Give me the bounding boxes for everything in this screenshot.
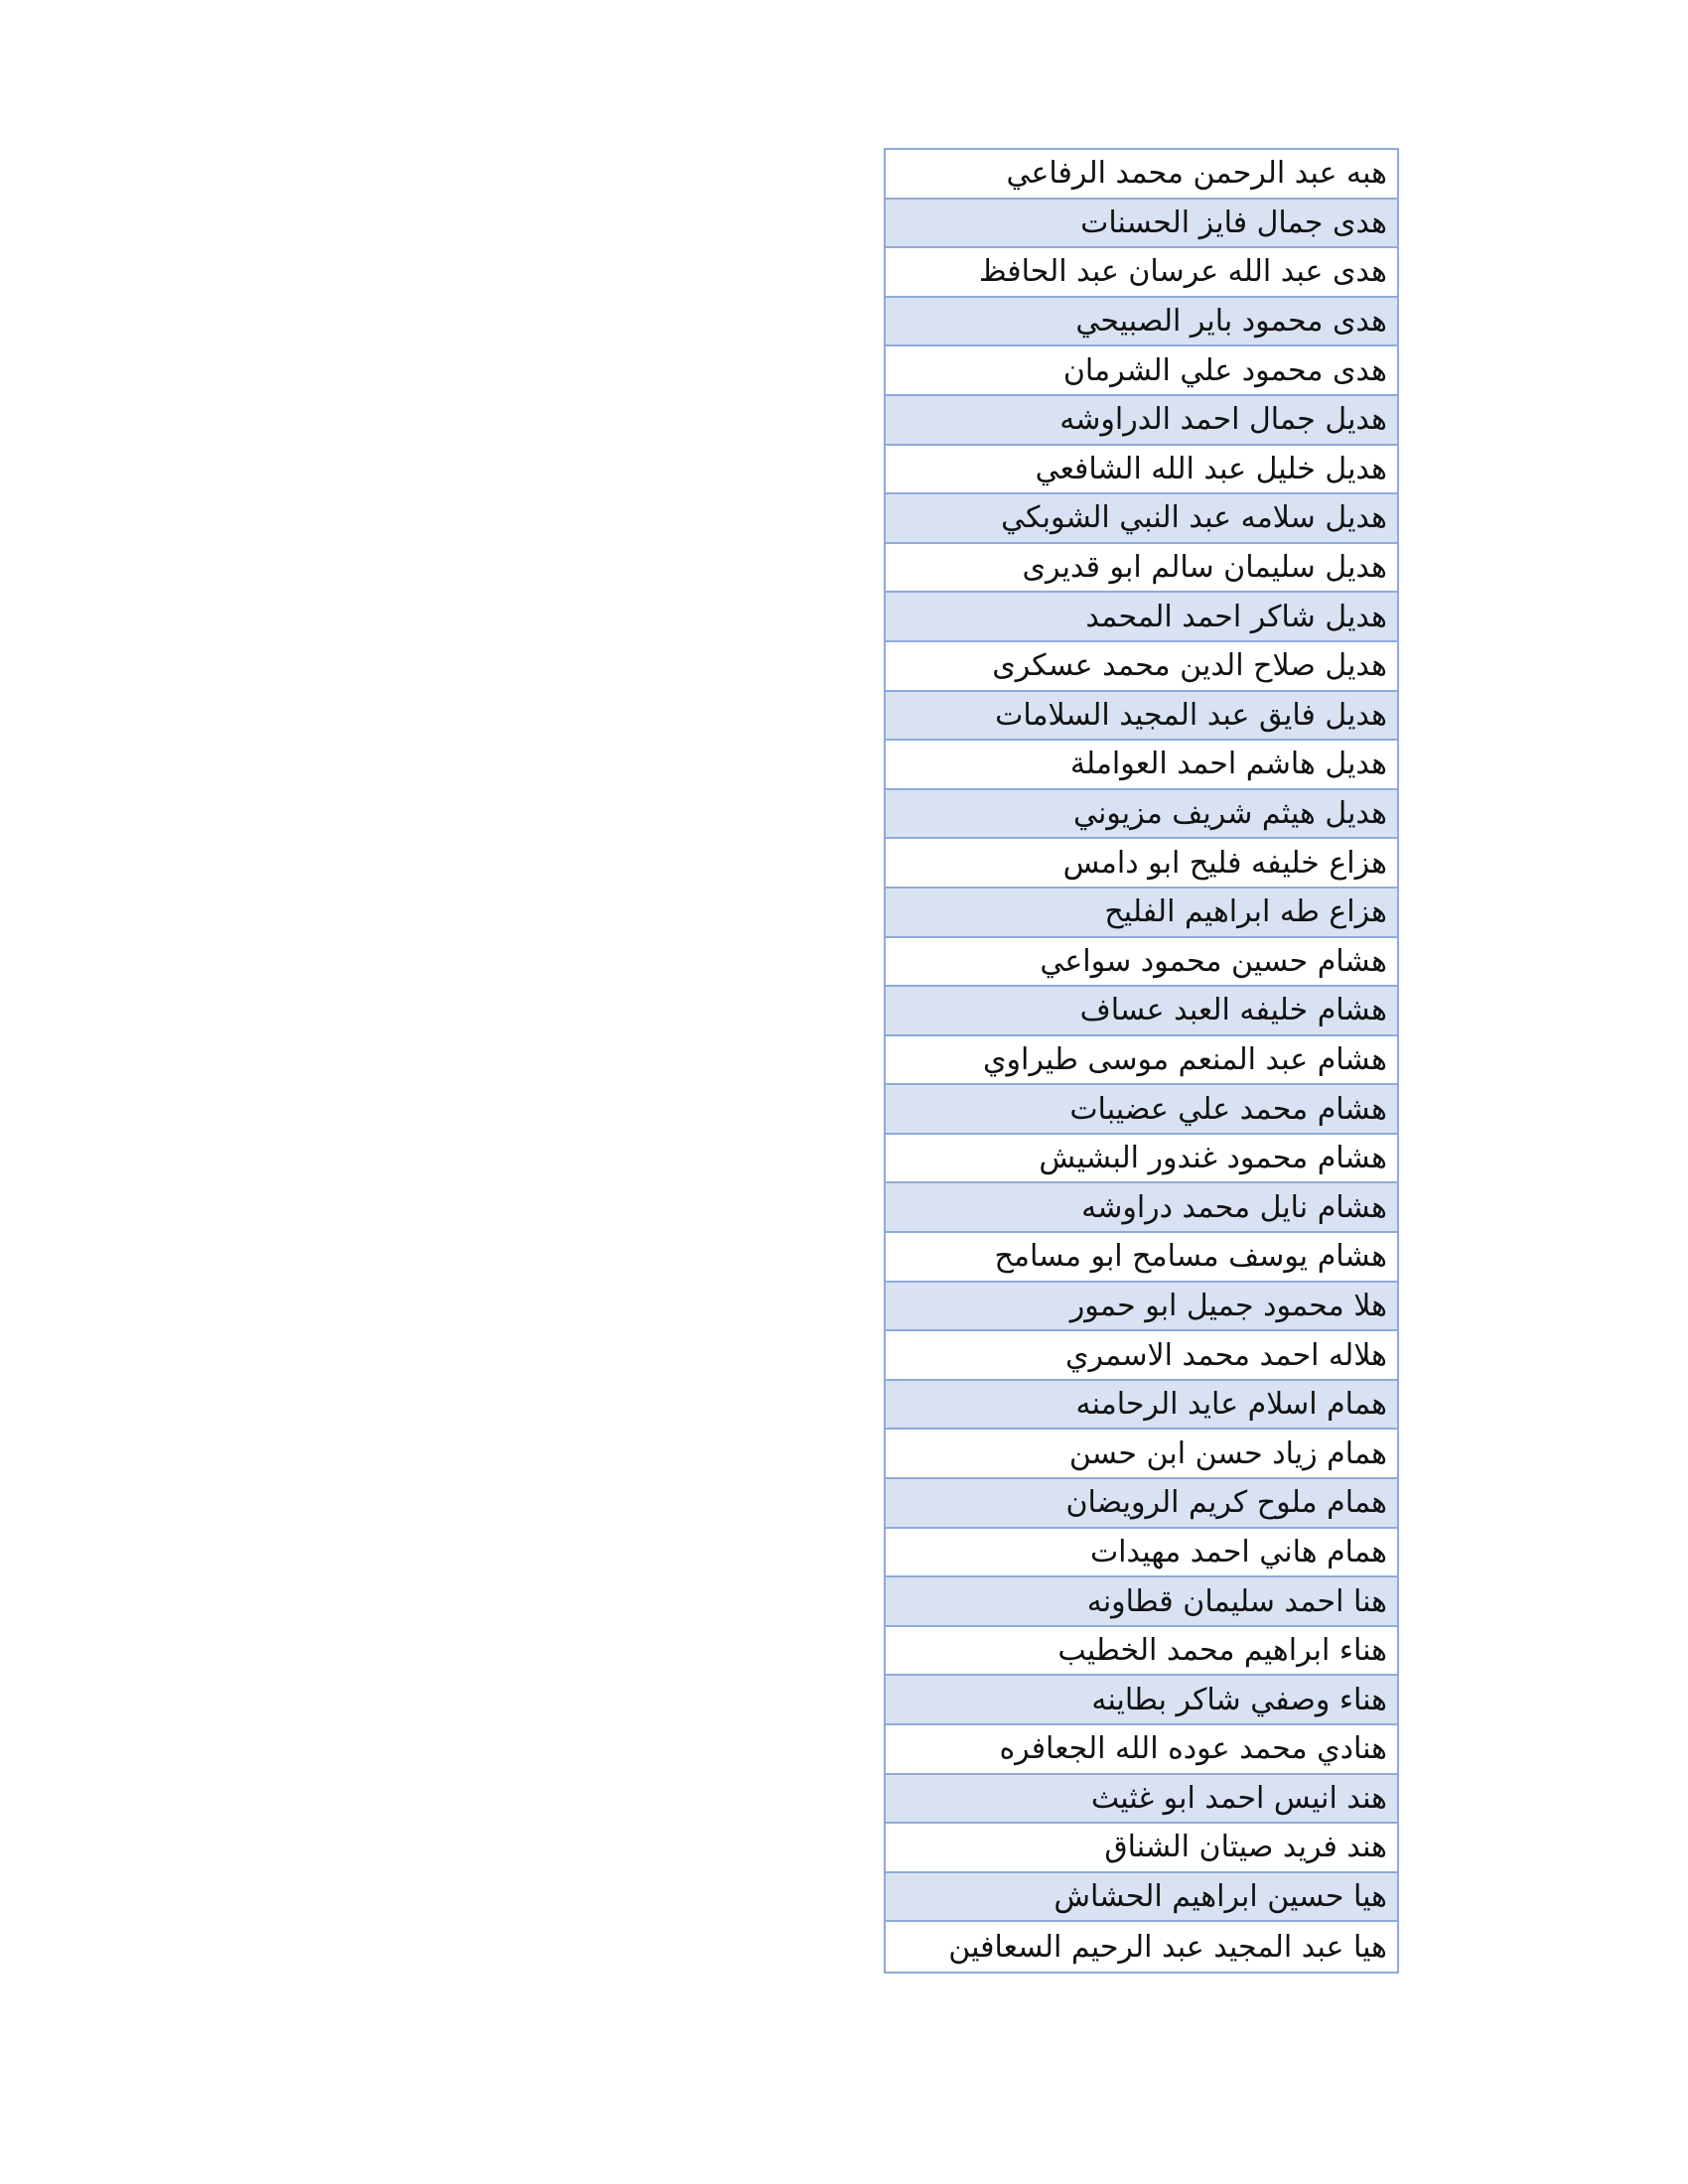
- table-row: هشام محمد علي عضيبات: [886, 1085, 1397, 1135]
- table-row: هشام محمود غندور البشيش: [886, 1135, 1397, 1184]
- table-row: همام هاني احمد مهيدات: [886, 1529, 1397, 1578]
- table-row: هديل خليل عبد الله الشافعي: [886, 446, 1397, 495]
- table-row: هند فريد صيتان الشناق: [886, 1824, 1397, 1873]
- table-row: هديل صلاح الدين محمد عسكرى: [886, 642, 1397, 692]
- table-row: هنادي محمد عوده الله الجعافره: [886, 1725, 1397, 1775]
- table-row: هديل شاكر احمد المحمد: [886, 593, 1397, 642]
- table-row: هدى محمود علي الشرمان: [886, 346, 1397, 396]
- table-row: هشام نايل محمد دراوشه: [886, 1183, 1397, 1233]
- table-row: هديل فايق عبد المجيد السلامات: [886, 692, 1397, 742]
- table-row: هنا احمد سليمان قطاونه: [886, 1577, 1397, 1627]
- table-row: هلا محمود جميل ابو حمور: [886, 1283, 1397, 1332]
- names-table: [884, 148, 1399, 1974]
- table-row: هناء ابراهيم محمد الخطيب: [886, 1627, 1397, 1677]
- table-row: هناء وصفي شاكر بطاينه: [886, 1676, 1397, 1725]
- table-row: هدى جمال فايز الحسنات: [886, 200, 1397, 249]
- table-row: همام اسلام عايد الرحامنه: [886, 1381, 1397, 1431]
- table-row: هديل هيثم شريف مزيوني: [886, 790, 1397, 840]
- table-row: هيا عبد المجيد عبد الرحيم السعافين: [886, 1922, 1397, 1972]
- table-row: همام زياد حسن ابن حسن: [886, 1430, 1397, 1479]
- table-row: هشام عبد المنعم موسى طيراوي: [886, 1036, 1397, 1086]
- table-row: هدى محمود باير الصبيحي: [886, 298, 1397, 347]
- table-row: هشام حسين محمود سواعي: [886, 938, 1397, 988]
- table-row: هدى عبد الله عرسان عبد الحافظ: [886, 248, 1397, 298]
- table-row: هشام خليفه العبد عساف: [886, 987, 1397, 1036]
- table-row: هديل سلامه عبد النبي الشوبكي: [886, 494, 1397, 544]
- table-row: هديل جمال احمد الدراوشه: [886, 396, 1397, 446]
- table-row: هزاع طه ابراهيم الفليح: [886, 888, 1397, 938]
- table-row: هديل سليمان سالم ابو قديرى: [886, 544, 1397, 594]
- table-row: هلاله احمد محمد الاسمري: [886, 1331, 1397, 1381]
- table-row: همام ملوح كريم الرويضان: [886, 1479, 1397, 1529]
- table-row: هند انيس احمد ابو غثيث: [886, 1775, 1397, 1825]
- table-row: هشام يوسف مسامح ابو مسامح: [886, 1233, 1397, 1283]
- table-row: هزاع خليفه فليح ابو دامس: [886, 839, 1397, 888]
- table-row: هبه عبد الرحمن محمد الرفاعي: [886, 150, 1397, 200]
- table-row: هيا حسين ابراهيم الحشاش: [886, 1873, 1397, 1923]
- table-row: هديل هاشم احمد العواملة: [886, 741, 1397, 790]
